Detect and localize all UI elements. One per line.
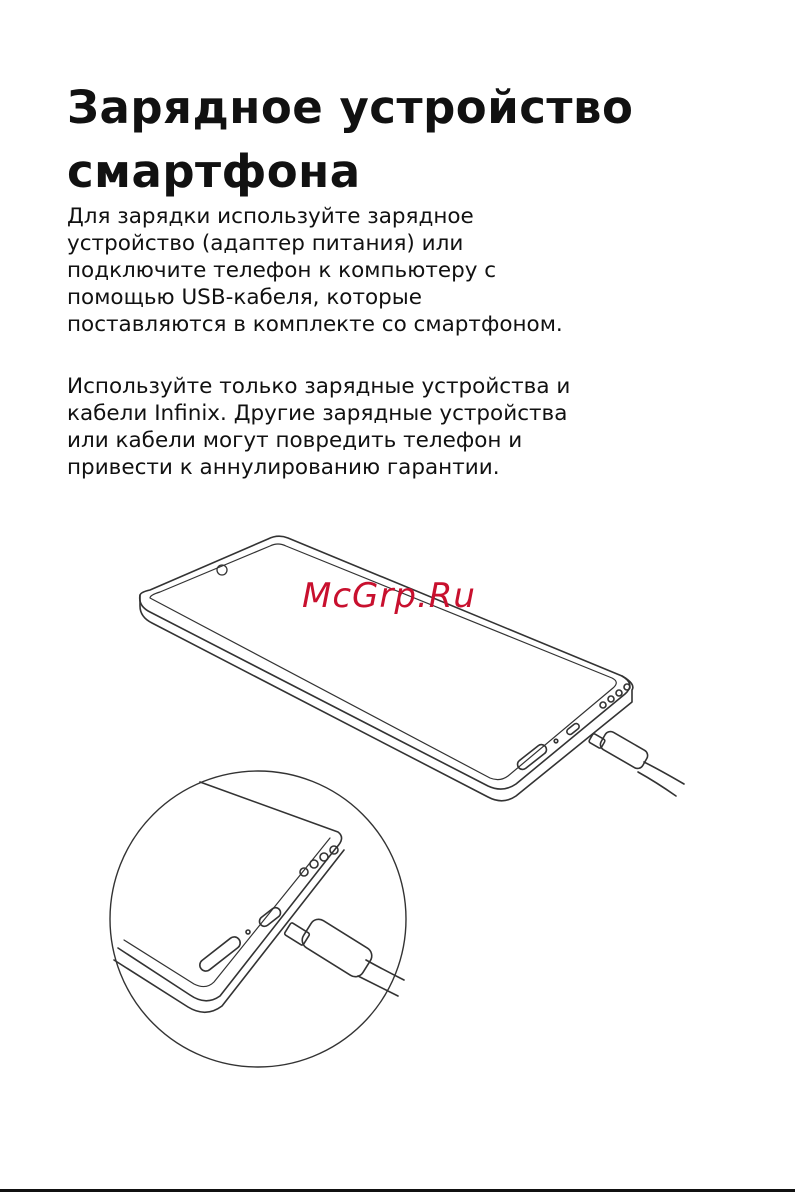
usb-cable-icon (588, 729, 684, 796)
text-line: или кабели могут повредить телефон и (67, 428, 523, 453)
page-title (67, 76, 767, 204)
text-line: Используйте только зарядные устройства и (67, 374, 571, 399)
watermark: McGrp.Ru (302, 576, 476, 616)
warranty-warning-paragraph (67, 373, 767, 481)
charging-instructions-paragraph (67, 203, 767, 338)
magnified-port-icon (110, 771, 406, 1067)
text-line: устройство (адаптер питания) или (67, 231, 464, 256)
text-line: поставляются в комплекте со смартфоном. (67, 312, 563, 337)
text-line: помощью USB-кабеля, которые (67, 285, 422, 310)
page-title-line-1: Зарядное устройство (67, 81, 634, 134)
text-line: привести к аннулированию гарантии. (67, 455, 500, 480)
page-title-line-2: смартфона (67, 145, 361, 198)
text-line: кабели Infinix. Другие зарядные устройства (67, 401, 568, 426)
text-line: подключите телефон к компьютеру с (67, 258, 497, 283)
text-line: Для зарядки используйте зарядное (67, 204, 474, 229)
